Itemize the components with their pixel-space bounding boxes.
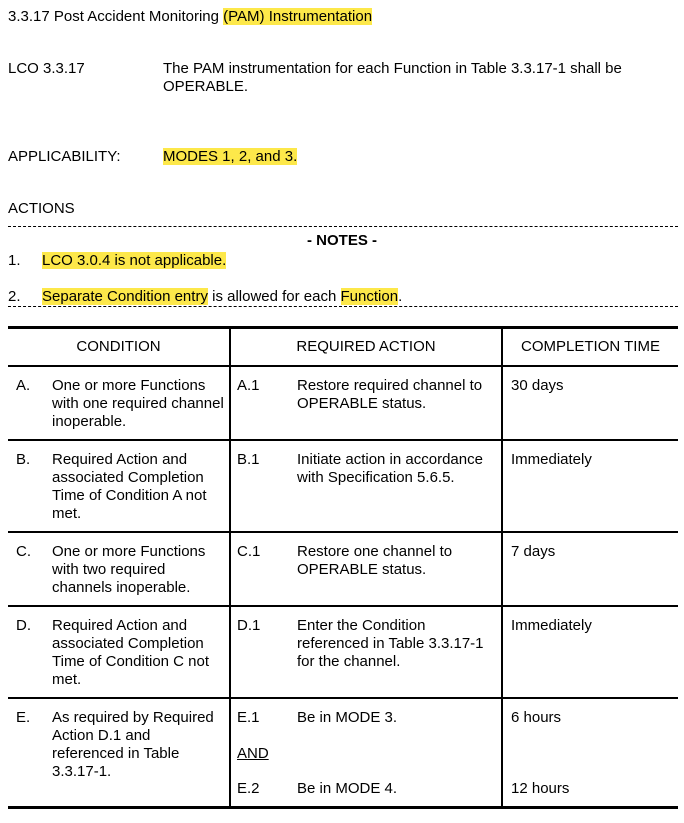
- table-row: [8, 366, 678, 440]
- condition-text: One or more Functions with one required channel inoperable.: [52, 376, 224, 430]
- actions-label: ACTIONS: [8, 200, 75, 217]
- applicability-value: MODES 1, 2, and 3.: [163, 148, 298, 165]
- notes-bottom-divider: [8, 306, 678, 307]
- condition-text: One or more Functions with two required channels inoperable.: [52, 542, 206, 596]
- action-id: B.1: [237, 450, 260, 468]
- table-row: [8, 440, 678, 532]
- note-2-highlight-function: Function: [340, 288, 399, 305]
- section-title-plain: 3.3.17 Post Accident Monitoring: [8, 8, 224, 25]
- action-text: Restore one channel to OPERABLE status.: [297, 542, 453, 578]
- section-title-highlight: (PAM) Instrumentation: [223, 8, 373, 25]
- completion-time: 6 hours: [511, 708, 562, 726]
- header-condition: CONDITION: [8, 328, 230, 366]
- action-id: E.1: [237, 708, 260, 726]
- condition-letter: A.: [16, 376, 31, 394]
- completion-time: 30 days: [511, 376, 564, 394]
- action-id: D.1: [237, 616, 261, 634]
- completion-time-2: 12 hours: [511, 779, 570, 797]
- condition-letter: C.: [16, 542, 31, 560]
- lco-text: The PAM instrumentation for each Function in Table 3.3.17-1 shall be OPERABLE.: [163, 60, 622, 95]
- condition-letter: E.: [16, 708, 31, 726]
- lco-label: LCO 3.3.17: [8, 60, 85, 77]
- note-1-text: [42, 252, 226, 270]
- completion-time: Immediately: [511, 450, 592, 468]
- notes-header: - NOTES -: [307, 232, 377, 249]
- actions-table: [8, 326, 678, 809]
- condition-letter: D.: [16, 616, 31, 634]
- condition-text: As required by Required Action D.1 and referenced in Table 3.3.17-1.: [52, 708, 214, 780]
- table-row: [8, 606, 678, 698]
- note-1-highlight: LCO 3.0.4 is not applicable.: [42, 252, 227, 269]
- action-text: Restore required channel to OPERABLE status.: [297, 376, 483, 412]
- action-id: C.1: [237, 542, 261, 560]
- table-row: [8, 532, 678, 606]
- applicability-text: [163, 148, 297, 166]
- header-completion-time: COMPLETION TIME: [502, 328, 678, 366]
- condition-letter: B.: [16, 450, 31, 468]
- note-2-number: 2.: [8, 288, 21, 305]
- note-2-text: [42, 288, 402, 306]
- notes-top-divider: [8, 226, 678, 227]
- note-2-highlight: Separate Condition entry: [42, 288, 208, 305]
- applicability-label: APPLICABILITY:: [8, 148, 121, 165]
- header-required-action: REQUIRED ACTION: [230, 328, 502, 366]
- condition-text: Required Action and associated Completion Time of Condition C not met.: [52, 616, 210, 688]
- action-text: Enter the Condition referenced in Table 3.3.17-1 for the channel.: [297, 616, 484, 670]
- action-text: Initiate action in accordance with Specification 5.6.5.: [297, 450, 483, 486]
- note-1-number: 1.: [8, 252, 21, 269]
- and-connector: AND: [237, 744, 269, 762]
- action-text: Be in MODE 3.: [297, 708, 398, 726]
- note-2-middle: is allowed for each: [207, 288, 341, 305]
- completion-time: Immediately: [511, 616, 592, 634]
- table-row: [8, 698, 678, 808]
- completion-time: 7 days: [511, 542, 556, 560]
- action-text-2: Be in MODE 4.: [297, 779, 398, 797]
- table-header-row: [8, 328, 678, 366]
- condition-text: Required Action and associated Completion Time of Condition A not met.: [52, 450, 207, 522]
- section-title: [8, 8, 372, 26]
- note-2-end: .: [398, 288, 403, 305]
- action-id: A.1: [237, 376, 260, 394]
- action-id-2: E.2: [237, 779, 260, 797]
